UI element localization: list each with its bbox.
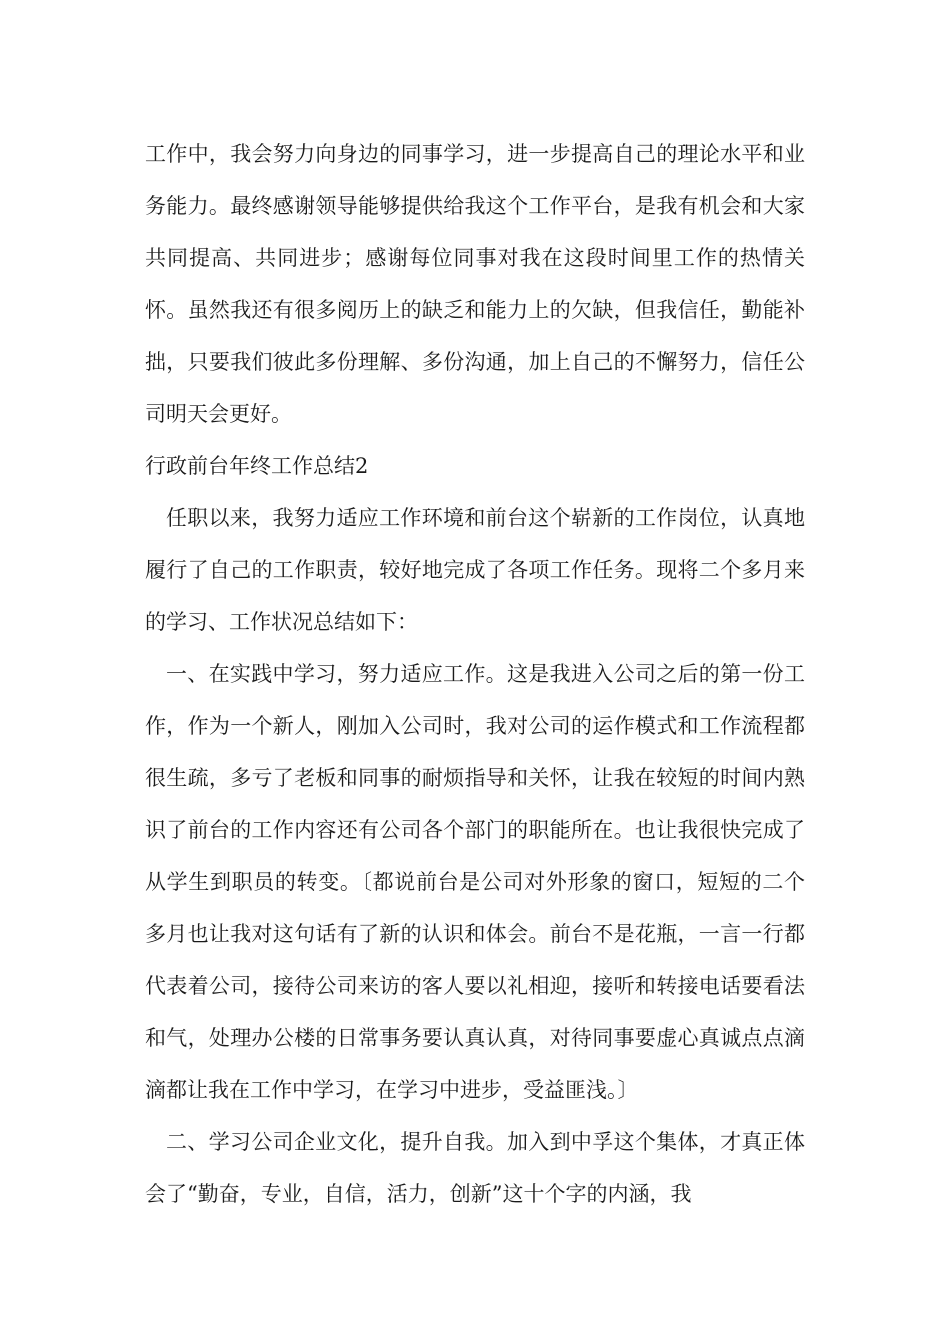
paragraph-section-2: 一、在实践中学习，努力适应工作。这是我进入公司之后的第一份工作，作为一个新人，刚加入公司时，我对公司的运作模式和工作流程都很生疏，多亏了老板和同事的耐烦指导和关怀，让我在较短的时间内熟识了前台的工作内容还有公司各个部门的职能所在。也让我很快完成了从学生到职员的转变。〔都说前台是公司对外形象的窗口，短短的二个多月也让我对这句话有了新的认识和体会。前台不是花瓶，一言一行都代表着公司，接待公司来访的客人要以礼相迎，接听和转接电话要看法和气，处理办公楼的日常事务要认真认真，对待同事要虚心真诚点点滴滴都让我在工作中学习，在学习中进步，受益匪浅。〕	[145, 662, 805, 1102]
document-body	[145, 128, 805, 1220]
paragraph-section-3: 二、学习公司企业文化，提升自我。加入到中孚这个集体，才真正体会了“勤奋，专业，自信，活力，创新”这十个字的内涵，我	[145, 1130, 805, 1206]
paragraph-section-1: 任职以来，我努力适应工作环境和前台这个崭新的工作岗位，认真地履行了自己的工作职责，较好地完成了各项工作任务。现将二个多月来的学习、工作状况总结如下：	[145, 506, 805, 634]
section-title: 行政前台年终工作总结2	[145, 454, 369, 478]
paragraph-intro: 工作中，我会努力向身边的同事学习，进一步提高自己的理论水平和业务能力。最终感谢领导能够提供给我这个工作平台，是我有机会和大家共同提高、共同进步；感谢每位同事对我在这段时间里工作的热情关怀。虽然我还有很多阅历上的缺乏和能力上的欠缺，但我信任，勤能补拙，只要我们彼此多份理解、多份沟通，加上自己的不懈努力，信任公司明天会更好。	[145, 142, 805, 426]
